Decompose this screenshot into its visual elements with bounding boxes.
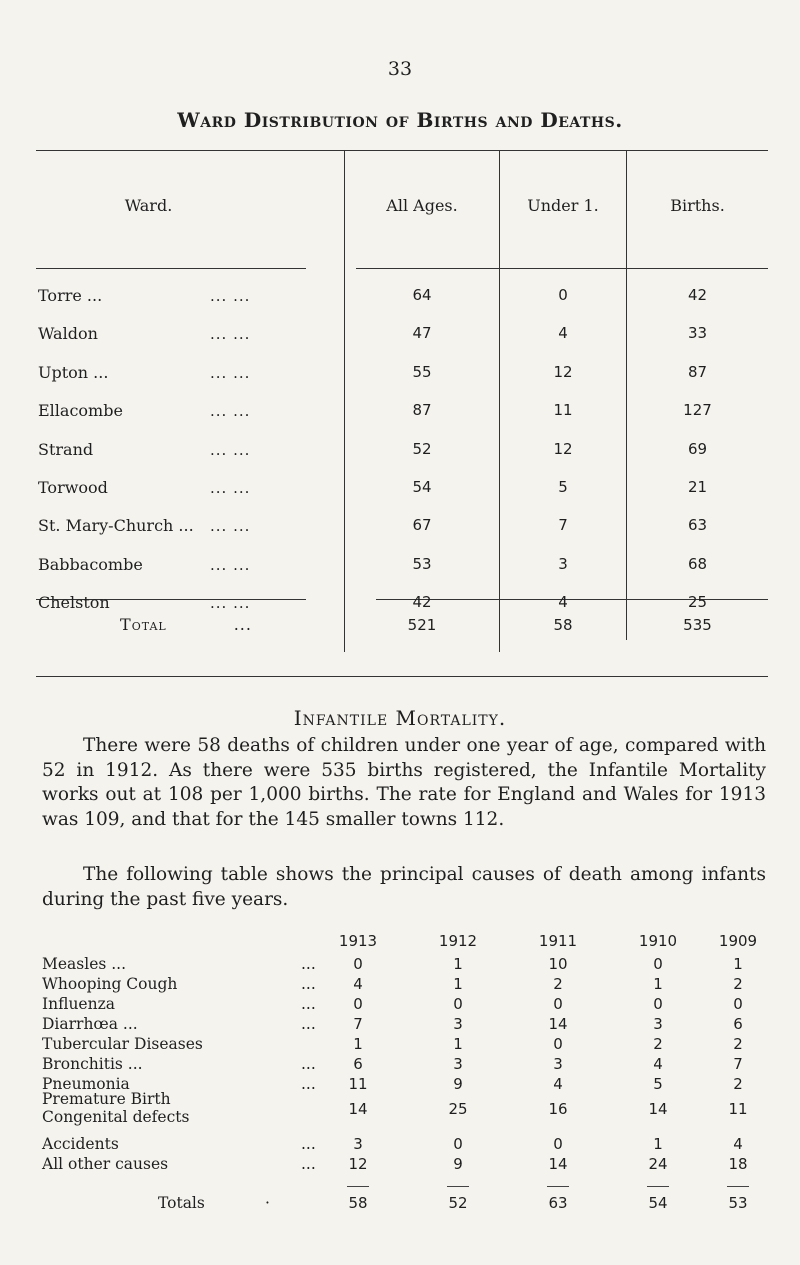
cause-value-1911: 4 — [553, 1075, 563, 1093]
cause-value-1909: 6 — [733, 1015, 743, 1033]
totals-rule — [647, 1186, 669, 1187]
ward-births: 69 — [687, 440, 708, 458]
cause-value-1913: 0 — [353, 955, 363, 973]
cause-value-1909: 2 — [733, 1075, 743, 1093]
leader-dots: ... ... — [210, 325, 251, 343]
page-number: 33 — [387, 58, 413, 80]
cause-value-1909: 1 — [733, 955, 743, 973]
ward-births: 63 — [687, 516, 708, 534]
leader-dots: ... — [301, 1015, 316, 1033]
cause-value-1912: 0 — [453, 995, 463, 1013]
leader-dots: ... ... — [210, 287, 251, 305]
totals-mark: · — [265, 1194, 270, 1212]
cause-value-1911: 0 — [553, 1035, 563, 1053]
ward-name: Babbacombe — [38, 555, 143, 574]
paragraph-causes-intro: The following table shows the principal causes of death among infants during the past five years. — [42, 864, 766, 910]
cause-value-1910: 4 — [653, 1055, 663, 1073]
ward-under-1: 4 — [558, 593, 568, 611]
cause-value-1912: 9 — [453, 1155, 463, 1173]
total-1912: 52 — [448, 1194, 468, 1212]
cause-value-1911: 14 — [548, 1155, 568, 1173]
cause-row — [42, 1155, 758, 1175]
ward-births: 42 — [687, 286, 708, 304]
total-1913: 58 — [348, 1194, 368, 1212]
year-1909: 1909 — [718, 932, 758, 950]
cause-value-1910: 24 — [648, 1155, 668, 1173]
cause-value-1911: 16 — [548, 1100, 568, 1118]
header-ward: Ward. — [124, 196, 173, 215]
cause-label: All other causes — [42, 1155, 169, 1173]
cause-row — [42, 1090, 758, 1126]
cause-value-1911: 3 — [553, 1055, 563, 1073]
ward-name: Torwood — [38, 478, 108, 497]
cause-row — [42, 1135, 758, 1155]
cause-label: Accidents — [42, 1135, 119, 1153]
cause-value-1913: 14 — [348, 1100, 368, 1118]
leader-dots: ... ... — [210, 364, 251, 382]
ward-births: 68 — [687, 555, 708, 573]
paragraph-infant-deaths: There were 58 deaths of children under one year of age, compared with 52 in 1912. As there were 535 births registered, the Infantile Mortality works out at 108 per 1,000 births. The rate for England and Wales for 1913 was 109, and that for the 145 smaller towns 112. — [42, 735, 766, 830]
cause-label: Diarrhœa ... — [42, 1015, 138, 1033]
cause-value-1913: 7 — [353, 1015, 363, 1033]
total-leader-dots: ... — [233, 615, 252, 634]
ward-births: 127 — [683, 401, 712, 419]
cause-value-1909: 7 — [733, 1055, 743, 1073]
cause-value-1913: 6 — [353, 1055, 363, 1073]
ward-all-ages: 55 — [412, 363, 432, 381]
table-rule-bottom — [36, 676, 768, 677]
cause-value-1912: 1 — [453, 975, 463, 993]
cause-value-1912: 1 — [453, 955, 463, 973]
header-under-1: Under 1. — [527, 196, 599, 215]
leader-dots: ... — [301, 1135, 316, 1153]
cause-value-1909: 2 — [733, 1035, 743, 1053]
cause-label — [42, 1090, 189, 1126]
total-label-text: Total — [120, 615, 167, 634]
ward-all-ages: 52 — [412, 440, 432, 458]
cause-value-1910: 14 — [648, 1100, 668, 1118]
total-births: 535 — [683, 616, 712, 634]
leader-dots: ... ... — [210, 517, 251, 535]
cause-value-1910: 1 — [653, 975, 663, 993]
cause-label: Influenza — [42, 995, 115, 1013]
cause-value-1911: 0 — [553, 995, 563, 1013]
totals-rule — [347, 1186, 369, 1187]
cause-value-1913: 12 — [348, 1155, 368, 1173]
ward-name: Chelston — [38, 593, 110, 612]
cause-row — [42, 955, 758, 975]
cause-row — [42, 1035, 758, 1055]
ward-all-ages: 64 — [412, 286, 432, 304]
total-1911: 63 — [548, 1194, 568, 1212]
total-1910: 54 — [648, 1194, 668, 1212]
ward-under-1: 7 — [558, 516, 568, 534]
ward-under-1: 4 — [558, 324, 568, 342]
cause-value-1909: 0 — [733, 995, 743, 1013]
ward-under-1: 5 — [558, 478, 568, 496]
ward-table — [36, 150, 768, 677]
ward-name: Waldon — [38, 324, 98, 343]
totals-rule — [547, 1186, 569, 1187]
cause-row — [42, 995, 758, 1015]
causes-year-header — [42, 932, 758, 952]
cause-value-1910: 1 — [653, 1135, 663, 1153]
ward-name: Upton ... — [38, 363, 109, 382]
page-title: Ward Distribution of Births and Deaths. — [177, 108, 623, 132]
cause-value-1912: 3 — [453, 1015, 463, 1033]
year-1912: 1912 — [438, 932, 478, 950]
cause-value-1912: 25 — [448, 1100, 468, 1118]
leader-dots: ... — [301, 1055, 316, 1073]
ward-all-ages: 54 — [412, 478, 432, 496]
cause-label-line-2: Congenital defects — [42, 1108, 190, 1126]
cause-row — [42, 1055, 758, 1075]
cause-value-1911: 10 — [548, 955, 568, 973]
ward-births: 21 — [687, 478, 708, 496]
ward-all-ages: 47 — [412, 324, 432, 342]
totals-label: Totals — [158, 1194, 205, 1212]
leader-dots: ... — [301, 995, 316, 1013]
cause-value-1913: 4 — [353, 975, 363, 993]
cause-value-1913: 1 — [353, 1035, 363, 1053]
ward-under-1: 12 — [553, 363, 573, 381]
cause-value-1910: 0 — [653, 995, 663, 1013]
section-title-infantile-mortality: Infantile Mortality. — [293, 706, 507, 730]
totals-row — [42, 1194, 758, 1214]
cause-row — [42, 975, 758, 995]
leader-dots: ... — [301, 975, 316, 993]
ward-under-1: 11 — [553, 401, 573, 419]
cause-label: Tubercular Diseases — [42, 1035, 203, 1053]
cause-value-1909: 2 — [733, 975, 743, 993]
ward-name: St. Mary-Church ... — [38, 516, 194, 535]
cause-label: Whooping Cough — [42, 975, 178, 993]
leader-dots: ... — [301, 1075, 316, 1093]
cause-value-1910: 5 — [653, 1075, 663, 1093]
cause-value-1909: 4 — [733, 1135, 743, 1153]
ward-all-ages: 53 — [412, 555, 432, 573]
total-under-1: 58 — [553, 616, 573, 634]
ward-name: Strand — [38, 440, 94, 459]
cause-label: Measles ... — [42, 955, 127, 973]
cause-value-1910: 2 — [653, 1035, 663, 1053]
total-all-ages: 521 — [407, 616, 437, 634]
cause-row — [42, 1015, 758, 1035]
cause-value-1913: 3 — [353, 1135, 363, 1153]
cause-value-1909: 18 — [728, 1155, 748, 1173]
ward-all-ages: 42 — [412, 593, 432, 611]
cause-label-line-1: Premature Birth — [42, 1090, 171, 1108]
header-births: Births. — [670, 196, 725, 215]
ward-all-ages: 87 — [412, 401, 432, 419]
ward-name: Ellacombe — [38, 401, 123, 420]
table-rule-header-right — [356, 268, 768, 269]
cause-value-1913: 0 — [353, 995, 363, 1013]
leader-dots: ... ... — [210, 594, 251, 612]
ward-births: 87 — [687, 363, 708, 381]
leader-dots: ... ... — [210, 479, 251, 497]
cause-label: Bronchitis ... — [42, 1055, 143, 1073]
cause-value-1909: 11 — [728, 1100, 748, 1118]
table-rule-top — [36, 150, 768, 151]
cause-value-1910: 0 — [653, 955, 663, 973]
cause-value-1912: 0 — [453, 1135, 463, 1153]
cause-label: Pneumonia — [42, 1075, 130, 1093]
table-rule-header-left — [36, 268, 306, 269]
ward-births: 33 — [687, 324, 708, 342]
year-1910: 1910 — [638, 932, 678, 950]
year-1913: 1913 — [338, 932, 378, 950]
total-label — [36, 615, 336, 634]
ward-births: 25 — [687, 593, 708, 611]
cause-value-1911: 14 — [548, 1015, 568, 1033]
leader-dots: ... — [301, 1155, 316, 1173]
leader-dots: ... ... — [210, 556, 251, 574]
cause-value-1911: 0 — [553, 1135, 563, 1153]
header-all-ages: All Ages. — [386, 196, 458, 215]
ward-under-1: 3 — [558, 555, 568, 573]
total-1909: 53 — [728, 1194, 748, 1212]
cause-value-1911: 2 — [553, 975, 563, 993]
year-1911: 1911 — [538, 932, 578, 950]
ward-under-1: 0 — [558, 286, 568, 304]
ward-all-ages: 67 — [412, 516, 432, 534]
cause-value-1912: 9 — [453, 1075, 463, 1093]
cause-value-1912: 3 — [453, 1055, 463, 1073]
totals-rule — [447, 1186, 469, 1187]
cause-value-1913: 11 — [348, 1075, 368, 1093]
cause-value-1910: 3 — [653, 1015, 663, 1033]
leader-dots: ... ... — [210, 402, 251, 420]
leader-dots: ... — [301, 955, 316, 973]
ward-name: Torre ... — [38, 286, 103, 305]
leader-dots: ... ... — [210, 441, 251, 459]
totals-rule — [727, 1186, 749, 1187]
cause-value-1912: 1 — [453, 1035, 463, 1053]
ward-under-1: 12 — [553, 440, 573, 458]
